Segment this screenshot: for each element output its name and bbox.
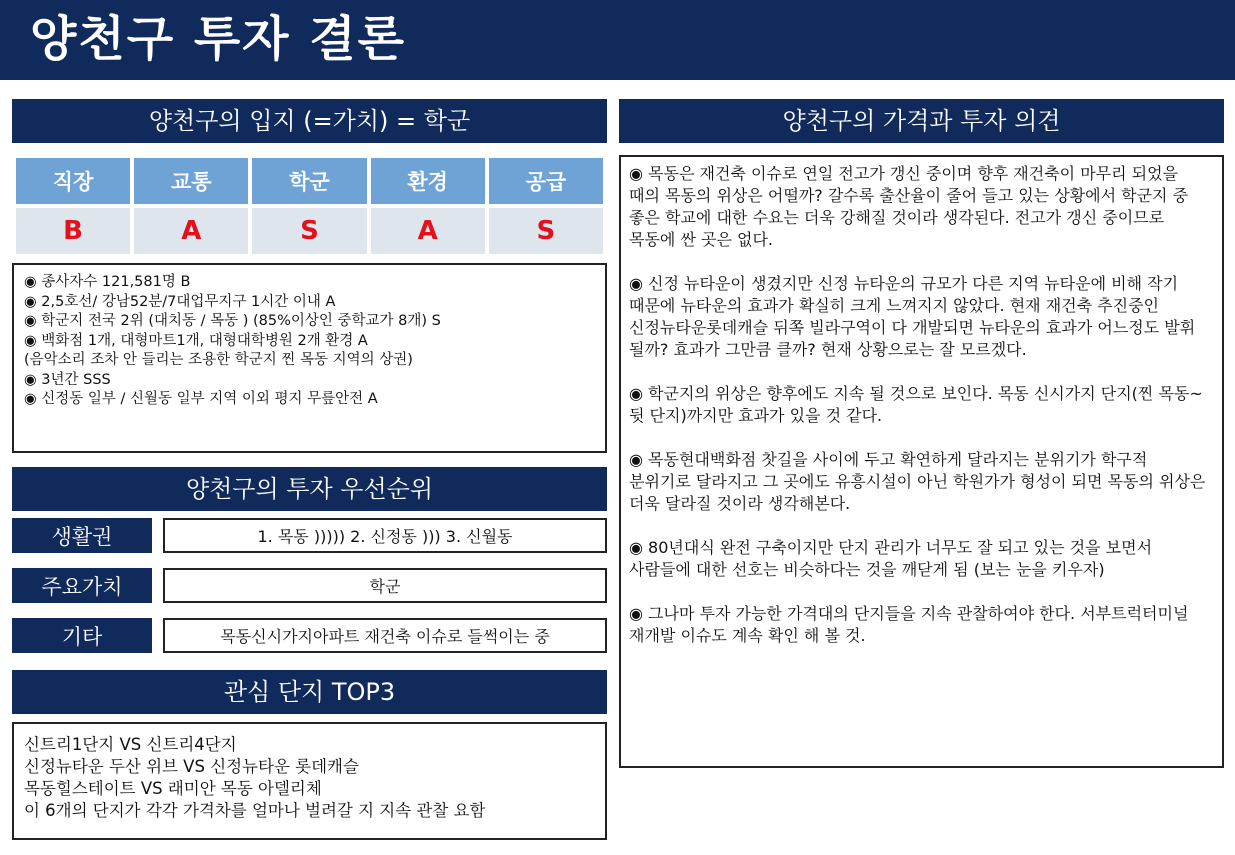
grade-category: 교통 [134,158,248,204]
opinion-paragraph: ◉ 신정 뉴타운이 생겼지만 신정 뉴타운의 규모가 다른 지역 뉴타운에 비해 작기 때문에 뉴타운의 효과가 확실히 크게 느껴지지 않았다. 현재 재건축 추진중인 신정뉴타운롯데캐슬 뒤쪽 빌라구역이 다 개발되면 뉴타운의 효과가 어느정도 발휘 될까? 효과가 그만큼 클까? 현재 상황으로는 잘 모르겠다. [629,274,1196,359]
grade-value: S [252,204,366,254]
grade-header-row [16,158,603,204]
location-heading: 양천구의 입지 (=가치) = 학군 [12,99,607,143]
grade-category: 학군 [252,158,366,204]
grade-value: B [16,204,130,254]
grade-table [12,158,607,254]
note-line: (음악소리 조차 안 들리는 조용한 학군지 찐 목동 지역의 상권) [24,352,413,368]
note-line: ◉ 3년간 SSS [24,371,111,388]
note-line: ◉ 2,5호선/ 강남52분/7대업무지구 1시간 이내 A [24,293,336,310]
note-line: ◉ 학군지 전국 2위 (대치동 / 목동 ) (85%이상인 중학교가 8개) S [24,313,441,329]
grade-category: 직장 [16,158,130,204]
priority-label-etc: 기타 [12,618,152,653]
top3-line: 이 6개의 단지가 각각 가격차를 얼마나 벌려갈 지 지속 관찰 요함 [24,801,486,820]
top3-line: 목동힐스테이트 VS 래미안 목동 아델리체 [24,779,322,798]
grade-category: 환경 [371,158,485,204]
title-banner [0,0,1235,80]
grade-value: A [134,204,248,254]
top3-line: 신트리1단지 VS 신트리4단지 [24,735,237,754]
priority-value-etc: 목동신시가지아파트 재건축 이슈로 들썩이는 중 [163,618,607,653]
note-line: ◉ 백화점 1개, 대형마트1개, 대형대학병원 2개 환경 A [24,332,368,349]
opinion-paragraph: ◉ 학군지의 위상은 향후에도 지속 될 것으로 보인다. 목동 신시가지 단지(찐 목동~뒷 단지)까지만 효과가 있을 것 같다. [629,384,1203,425]
note-line: ◉ 종사자수 121,581명 B [24,274,191,290]
opinion-paragraph: ◉ 80년대식 완전 구축이지만 단지 관리가 너무도 잘 되고 있는 것을 보면서 사람들에 대한 선호는 비슷하다는 것을 깨닫게 됨 (보는 눈을 키우자) [629,538,1153,579]
top3-line: 신정뉴타운 두산 위브 VS 신정뉴타운 롯데캐슬 [24,757,359,776]
grade-value: A [371,204,485,254]
opinion-paragraph: ◉ 목동은 재건축 이슈로 연일 전고가 갱신 중이며 향후 재건축이 마무리 되었을 때의 목동의 위상은 어떨까? 갈수록 출산율이 줄어 들고 있는 상황에서 학군지 중 좋은 학교에 대한 수요는 더욱 강해질 것이라 생각된다. 전고가 갱신 중이므로 목동에 싼 곳은 없다. [629,164,1189,249]
opinion-heading: 양천구의 가격과 투자 의견 [619,99,1224,143]
top3-heading: 관심 단지 TOP3 [12,670,607,714]
priority-value-value: 학군 [163,568,607,603]
priority-label-value: 주요가치 [12,568,152,603]
grade-category: 공급 [489,158,603,204]
location-notes [12,263,607,453]
note-line: ◉ 신정동 일부 / 신월동 일부 지역 이외 평지 무릎안전 A [24,391,378,407]
page-title: 양천구 투자 결론 [30,11,406,67]
priority-heading: 양천구의 투자 우선순위 [12,467,607,511]
top3-list [12,722,607,840]
opinion-paragraph: ◉ 그나마 투자 가능한 가격대의 단지들을 지속 관찰하여야 한다. 서부트럭터미널 재개발 이슈도 계속 확인 해 볼 것. [629,604,1189,645]
priority-label-area: 생활권 [12,518,152,553]
opinion-box [619,155,1224,768]
priority-value-area: 1. 목동 ))))) 2. 신정동 ))) 3. 신월동 [163,518,607,553]
opinion-paragraph: ◉ 목동현대백화점 찻길을 사이에 두고 확연하게 달라지는 분위기가 학구적 분위기로 달라지고 그 곳에도 유흥시설이 아닌 학원가가 형성이 되면 목동의 위상은 더욱 달라질 것이라 생각해본다. [629,450,1206,513]
grade-value-row [16,204,603,254]
grade-value: S [489,204,603,254]
